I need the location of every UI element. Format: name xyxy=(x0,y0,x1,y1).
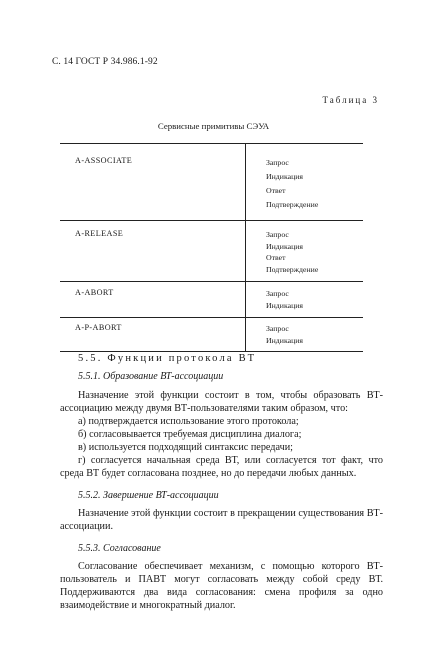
subsection-heading: 5.5.1. Образование ВТ-ассоциации xyxy=(78,371,224,382)
service-name: A-ABORT xyxy=(60,282,246,318)
service-primitives-table xyxy=(60,143,363,352)
service-name: A-ASSOCIATE xyxy=(60,144,246,221)
primitive: Запрос xyxy=(266,289,289,298)
section-heading: 5.5. Функции протокола ВТ xyxy=(78,353,257,364)
primitive: Индикация xyxy=(266,335,304,345)
paragraph: Назначение этой функции состоит в прекращении существования ВТ-ассоциации. xyxy=(60,508,383,532)
paragraph: Назначение этой функции состоит в том, чтобы образовать ВТ-ассоциацию между двумя ВТ-пользователями таким образом, что: xyxy=(60,390,383,414)
primitive: Индикация xyxy=(266,300,304,310)
primitive: Ответ xyxy=(266,253,286,262)
service-name: A-RELEASE xyxy=(60,221,246,282)
primitive: Запрос xyxy=(266,158,289,167)
primitive: Индикация xyxy=(266,241,304,251)
section-5-5 xyxy=(60,352,383,612)
primitive: Индикация xyxy=(266,172,304,181)
primitive: Запрос xyxy=(266,230,289,239)
primitive-list xyxy=(246,318,364,352)
table-row xyxy=(60,144,363,221)
list-item: в) используется подходящий синтаксис передачи; xyxy=(78,442,294,453)
list-item: б) согласовывается требуемая дисциплина диалога; xyxy=(78,429,302,440)
primitive: Запрос xyxy=(266,324,289,333)
list-item: а) подтверждается использование этого протокола; xyxy=(78,416,299,427)
list-item: г) согласуется начальная среда ВТ, или согласуется тот факт, что среда ВТ будет согласована позднее, но до передачи любых данных. xyxy=(60,455,383,479)
primitive: Подтверждение xyxy=(266,200,319,209)
primitive-list xyxy=(246,282,364,318)
subsection-heading: 5.5.3. Согласование xyxy=(78,543,161,554)
primitive-list xyxy=(246,144,364,221)
running-header: С. 14 ГОСТ Р 34.986.1-92 xyxy=(52,57,158,67)
table-row xyxy=(60,282,363,318)
primitive: Ответ xyxy=(266,186,286,195)
service-name: A-P-ABORT xyxy=(60,318,246,352)
paragraph: Согласование обеспечивает механизм, с помощью которого ВТ-пользователь и ПАВТ могут согласовать между собой среду ВТ. Поддерживаются два вида согласования: смена профиля за одно взаимодействие и многократный диалог. xyxy=(60,561,383,611)
subsection-heading: 5.5.2. Завершение ВТ-ассоциации xyxy=(78,490,219,501)
table-number-label: Таблица 3 xyxy=(322,95,379,105)
table-row xyxy=(60,318,363,352)
primitive: Подтверждение xyxy=(266,264,319,274)
primitive-list xyxy=(246,221,364,282)
table-title: Сервисные примитивы СЭУА xyxy=(157,121,270,131)
table-row xyxy=(60,221,363,282)
